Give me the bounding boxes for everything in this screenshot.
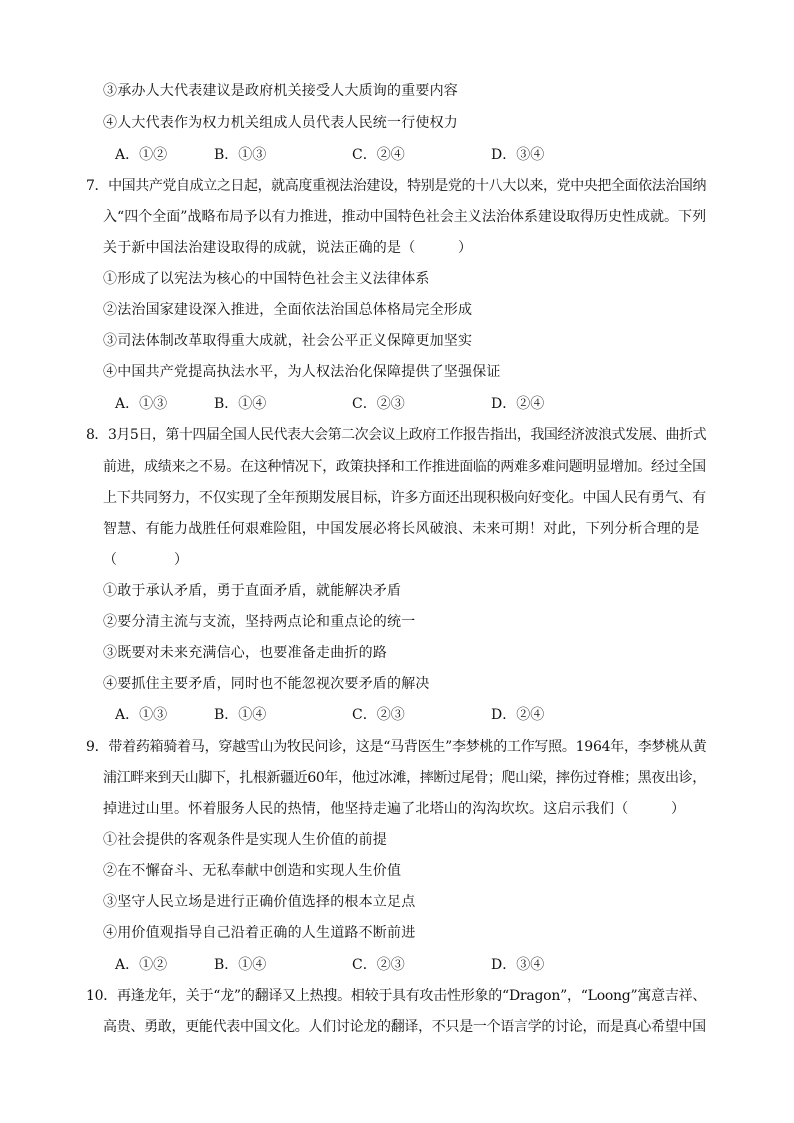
q8-stem-line-2: 前进，成绩来之不易。在这种情况下，政策抉择和工作推进面临的两难多难问题明显增加。经过全国 bbox=[103, 459, 706, 475]
q8-option-b: B．①④ bbox=[214, 707, 267, 723]
q9-stem-line-2: 浦江畔来到天山脚下，扎根新疆近60年，他过冰滩，摔断过尾骨；爬山梁，摔伤过脊椎；黑夜出诊， bbox=[103, 770, 706, 786]
q7-option-d: D．②④ bbox=[491, 396, 545, 412]
q8-option-a: A．①③ bbox=[115, 707, 168, 723]
q8-stem-line-4: 智慧、有能力战胜任何艰难险阻，中国发展必将长风破浪、未来可期！对此，下列分析合理的是 bbox=[103, 521, 700, 537]
q6-option-b: B．①③ bbox=[214, 147, 267, 163]
q8-item-3: ③既要对未来充满信心，也要准备走曲折的路 bbox=[103, 645, 387, 661]
q7-item-3: ③司法体制改革取得重大成就，社会公平正义保障更加坚实 bbox=[103, 333, 473, 349]
q7-stem-line-1: 7．中国共产党自成立之日起，就高度重视法治建设，特别是党的十八大以来，党中央把全面依法治国纳 bbox=[86, 178, 707, 194]
q9-options bbox=[0, 955, 794, 975]
q7-item-4: ④中国共产党提高执法水平，为人权法治化保障提供了坚强保证 bbox=[103, 364, 501, 380]
q6-option-a: A．①② bbox=[115, 147, 168, 163]
q7-stem-line-3: 关于新中国法治建设取得的成就，说法正确的是（ ） bbox=[103, 240, 473, 256]
q7-options bbox=[0, 394, 794, 414]
q8-option-d: D．②④ bbox=[491, 707, 545, 723]
q6-option-d: D．③④ bbox=[491, 147, 545, 163]
q9-item-2: ②在不懈奋斗、无私奉献中创造和实现人生价值 bbox=[103, 863, 402, 879]
q8-item-1: ①敢于承认矛盾，勇于直面矛盾，就能解决矛盾 bbox=[103, 583, 402, 599]
q9-option-d: D．③④ bbox=[491, 957, 545, 973]
q7-stem-line-2: 入“四个全面”战略布局予以有力推进，推动中国特色社会主义法治体系建设取得历史性成就。下列 bbox=[103, 209, 707, 225]
q6-options bbox=[0, 145, 794, 165]
q7-option-c: C．②③ bbox=[352, 396, 405, 412]
q9-stem-line-1: 9．带着药箱骑着马，穿越雪山为牧民问诊，这是“马背医生”李梦桃的工作写照。1964年，李梦桃从黄 bbox=[86, 739, 707, 755]
q10-stem-line-2: 高贵、勇敢，更能代表中国文化。人们讨论龙的翻译，不只是一个语言学的讨论，而是真心希望中国 bbox=[103, 1019, 706, 1035]
q9-option-b: B．①④ bbox=[214, 957, 267, 973]
q8-item-2: ②要分清主流与支流，坚持两点论和重点论的统一 bbox=[103, 614, 416, 630]
q8-options bbox=[0, 705, 794, 725]
q8-stem-line-5: （ ） bbox=[103, 552, 189, 568]
q8-stem-line-1: 8．3月5日，第十四届全国人民代表大会第二次会议上政府工作报告指出，我国经济波浪式发展、曲折式 bbox=[86, 427, 707, 443]
q9-option-c: C．②③ bbox=[352, 957, 405, 973]
q7-option-b: B．①④ bbox=[214, 396, 267, 412]
q6-option-c: C．②④ bbox=[352, 147, 405, 163]
q9-stem-line-3: 掉进过山里。怀着服务人民的热情，他坚持走遍了北塔山的沟沟坎坎。这启示我们（ ） bbox=[103, 801, 686, 817]
q8-item-4: ④要抓住主要矛盾，同时也不能忽视次要矛盾的解决 bbox=[103, 676, 430, 692]
q9-item-1: ①社会提供的客观条件是实现人生价值的前提 bbox=[103, 832, 387, 848]
q9-option-a: A．①② bbox=[115, 957, 168, 973]
q6-item-3: ③承办人大代表建议是政府机关接受人大质询的重要内容 bbox=[103, 83, 458, 99]
q7-item-2: ②法治国家建设深入推进，全面依法治国总体格局完全形成 bbox=[103, 302, 473, 318]
q6-item-4: ④人大代表作为权力机关组成人员代表人民统一行使权力 bbox=[103, 115, 458, 131]
q7-item-1: ①形成了以宪法为核心的中国特色社会主义法律体系 bbox=[103, 271, 430, 287]
q8-stem-line-3: 上下共同努力，不仅实现了全年预期发展目标，许多方面还出现积极向好变化。中国人民有勇气、有 bbox=[103, 490, 706, 506]
q8-option-c: C．②③ bbox=[352, 707, 405, 723]
q9-item-4: ④用价值观指导自己沿着正确的人生道路不断前进 bbox=[103, 925, 416, 941]
q7-option-a: A．①③ bbox=[115, 396, 168, 412]
q9-item-3: ③坚守人民立场是进行正确价值选择的根本立足点 bbox=[103, 894, 416, 910]
q10-stem-line-1: 10．再逢龙年，关于“龙”的翻译又上热搜。相较于具有攻击性形象的“Dragon”，“Loong”寓意吉祥、 bbox=[86, 988, 707, 1004]
